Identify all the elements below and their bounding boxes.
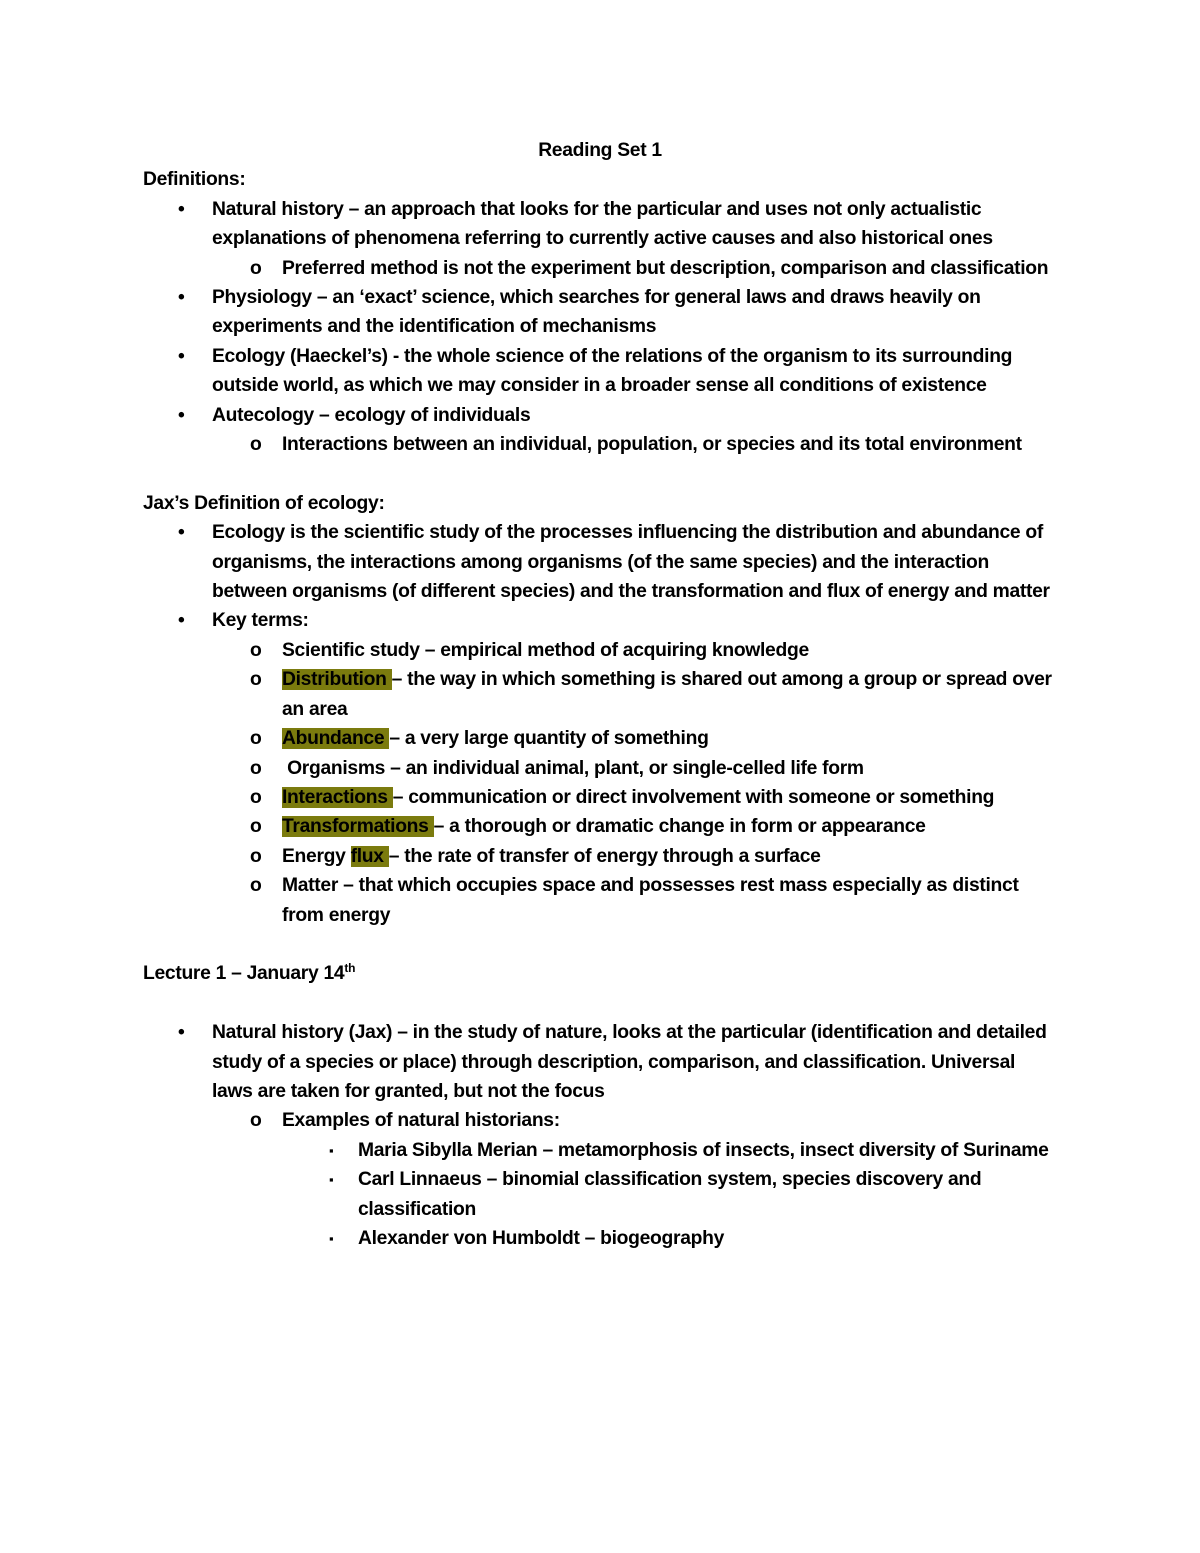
example-text: Maria Sibylla Merian – metamorphosis of insects, insect diversity of Suriname — [358, 1139, 1049, 1161]
example-text: Alexander von Humboldt – biogeography — [358, 1227, 724, 1249]
bullet-icon: • — [178, 198, 185, 220]
bullet-icon: • — [178, 287, 185, 309]
key-term-text — [282, 842, 1057, 871]
example-item-alexander-von-humboldt — [143, 1224, 1057, 1253]
lecture-heading-superscript: th — [344, 961, 356, 976]
square-bullet-icon: ▪ — [329, 1142, 334, 1158]
lecture-subitem-examples — [143, 1106, 1057, 1135]
circle-bullet-icon: o — [250, 257, 262, 279]
key-term-distribution — [143, 665, 1057, 724]
definition-subitem-preferred-method — [143, 254, 1057, 283]
term-definition: Matter – that which occupies space and possesses rest mass especially as distinct from energy — [282, 875, 1024, 926]
lecture-item-natural-history — [143, 1018, 1057, 1106]
circle-bullet-icon: o — [250, 639, 262, 661]
definition-text: Ecology (Haeckel’s) - the whole science of the relations of the organism to its surrounding outside world, as which we may consider in a broader sense all conditions of existence — [212, 345, 1018, 397]
key-term-matter — [143, 871, 1057, 930]
definition-text: Physiology – an ‘exact’ science, which searches for general laws and draws heavily on experiments and the identification of mechanisms — [212, 287, 986, 338]
jax-definition-heading: Jax’s Definition of ecology: — [143, 492, 385, 514]
definition-item-ecology — [143, 342, 1057, 401]
key-term-text — [282, 665, 1057, 724]
key-term-text — [282, 724, 1057, 753]
key-term-text — [282, 754, 1057, 783]
key-term-scientific-study — [143, 636, 1057, 665]
key-terms-label: Key terms: — [212, 610, 309, 632]
bullet-icon: • — [178, 345, 185, 367]
bullet-icon: • — [178, 1022, 185, 1044]
circle-bullet-icon: o — [250, 786, 262, 808]
square-bullet-icon: ▪ — [329, 1230, 334, 1246]
lecture-item-text: Natural history (Jax) – in the study of nature, looks at the particular (identification and detailed study of a species or place) through description, comparison, and classification. Universal laws are taken for granted, but not the focus — [212, 1022, 1052, 1102]
definition-subitem-interactions — [143, 430, 1057, 459]
key-term-interactions — [143, 783, 1057, 812]
highlighted-term: flux — [350, 845, 389, 867]
blank-line — [143, 459, 1057, 488]
key-term-text — [282, 783, 1057, 812]
definition-item-natural-history — [143, 195, 1057, 254]
example-item-maria-sibylla-merian — [143, 1136, 1057, 1165]
term-definition: – a thorough or dramatic change in form or appearance — [433, 816, 926, 838]
highlighted-term: Transformations — [282, 816, 434, 838]
highlighted-term: Distribution — [282, 669, 392, 691]
term-definition: – the rate of transfer of energy through a surface — [388, 845, 821, 867]
blank-line — [143, 989, 1057, 1018]
term-definition: Organisms – an individual animal, plant, or single-celled life form — [282, 757, 864, 779]
bullet-icon: • — [178, 610, 185, 632]
blank-line — [143, 930, 1057, 959]
definition-text: Preferred method is not the experiment but description, comparison and classification — [282, 257, 1049, 279]
key-term-transformations — [143, 812, 1057, 841]
circle-bullet-icon: o — [250, 728, 262, 750]
square-bullet-icon: ▪ — [329, 1172, 334, 1188]
term-definition: – a very large quantity of something — [389, 728, 709, 750]
document-title: Reading Set 1 — [538, 140, 662, 161]
bullet-icon: • — [178, 522, 185, 544]
definitions-heading: Definitions: — [143, 169, 246, 191]
circle-bullet-icon: o — [250, 845, 262, 867]
circle-bullet-icon: o — [250, 669, 262, 691]
jax-ecology-definition-item — [143, 518, 1057, 606]
lecture-heading — [143, 959, 1057, 988]
key-term-energy-flux — [143, 842, 1057, 871]
definition-text: Natural history – an approach that looks for the particular and uses not only actualistic explanations of phenomena referring to currently active causes and also historical ones — [212, 198, 993, 250]
key-term-organisms — [143, 754, 1057, 783]
definition-text: Interactions between an individual, population, or species and its total environment — [282, 434, 1022, 456]
jax-definition-text: Ecology is the scientific study of the processes influencing the distribution and abundance of organisms, the interactions among organisms (of the same species) and the interaction between organisms (of different species) and the transformation and flux of energy and matter — [212, 522, 1050, 603]
lecture-item-text: Examples of natural historians: — [282, 1110, 560, 1132]
highlighted-term: Abundance — [282, 728, 390, 750]
key-term-text — [282, 636, 1057, 665]
term-prefix: Energy — [282, 845, 351, 867]
lecture-heading-text: Lecture 1 – January 14 — [143, 963, 345, 985]
term-definition: Scientific study – empirical method of acquiring knowledge — [282, 639, 809, 661]
example-item-carl-linnaeus — [143, 1165, 1057, 1224]
definition-text: Autecology – ecology of individuals — [212, 404, 531, 426]
circle-bullet-icon: o — [250, 875, 262, 897]
example-text: Carl Linnaeus – binomial classification system, species discovery and classification — [358, 1169, 987, 1220]
key-terms-item — [143, 606, 1057, 635]
key-term-abundance — [143, 724, 1057, 753]
definition-item-autecology — [143, 401, 1057, 430]
term-definition: – the way in which something is shared out among a group or spread over an area — [282, 669, 1057, 720]
term-definition: – communication or direct involvement with someone or something — [392, 786, 995, 808]
circle-bullet-icon: o — [250, 434, 262, 456]
definition-item-physiology — [143, 283, 1057, 342]
key-term-text — [282, 871, 1057, 930]
circle-bullet-icon: o — [250, 757, 262, 779]
bullet-icon: • — [178, 404, 185, 426]
key-term-text — [282, 812, 1057, 841]
highlighted-term: Interactions — [282, 786, 393, 808]
circle-bullet-icon: o — [250, 1110, 262, 1132]
circle-bullet-icon: o — [250, 816, 262, 838]
